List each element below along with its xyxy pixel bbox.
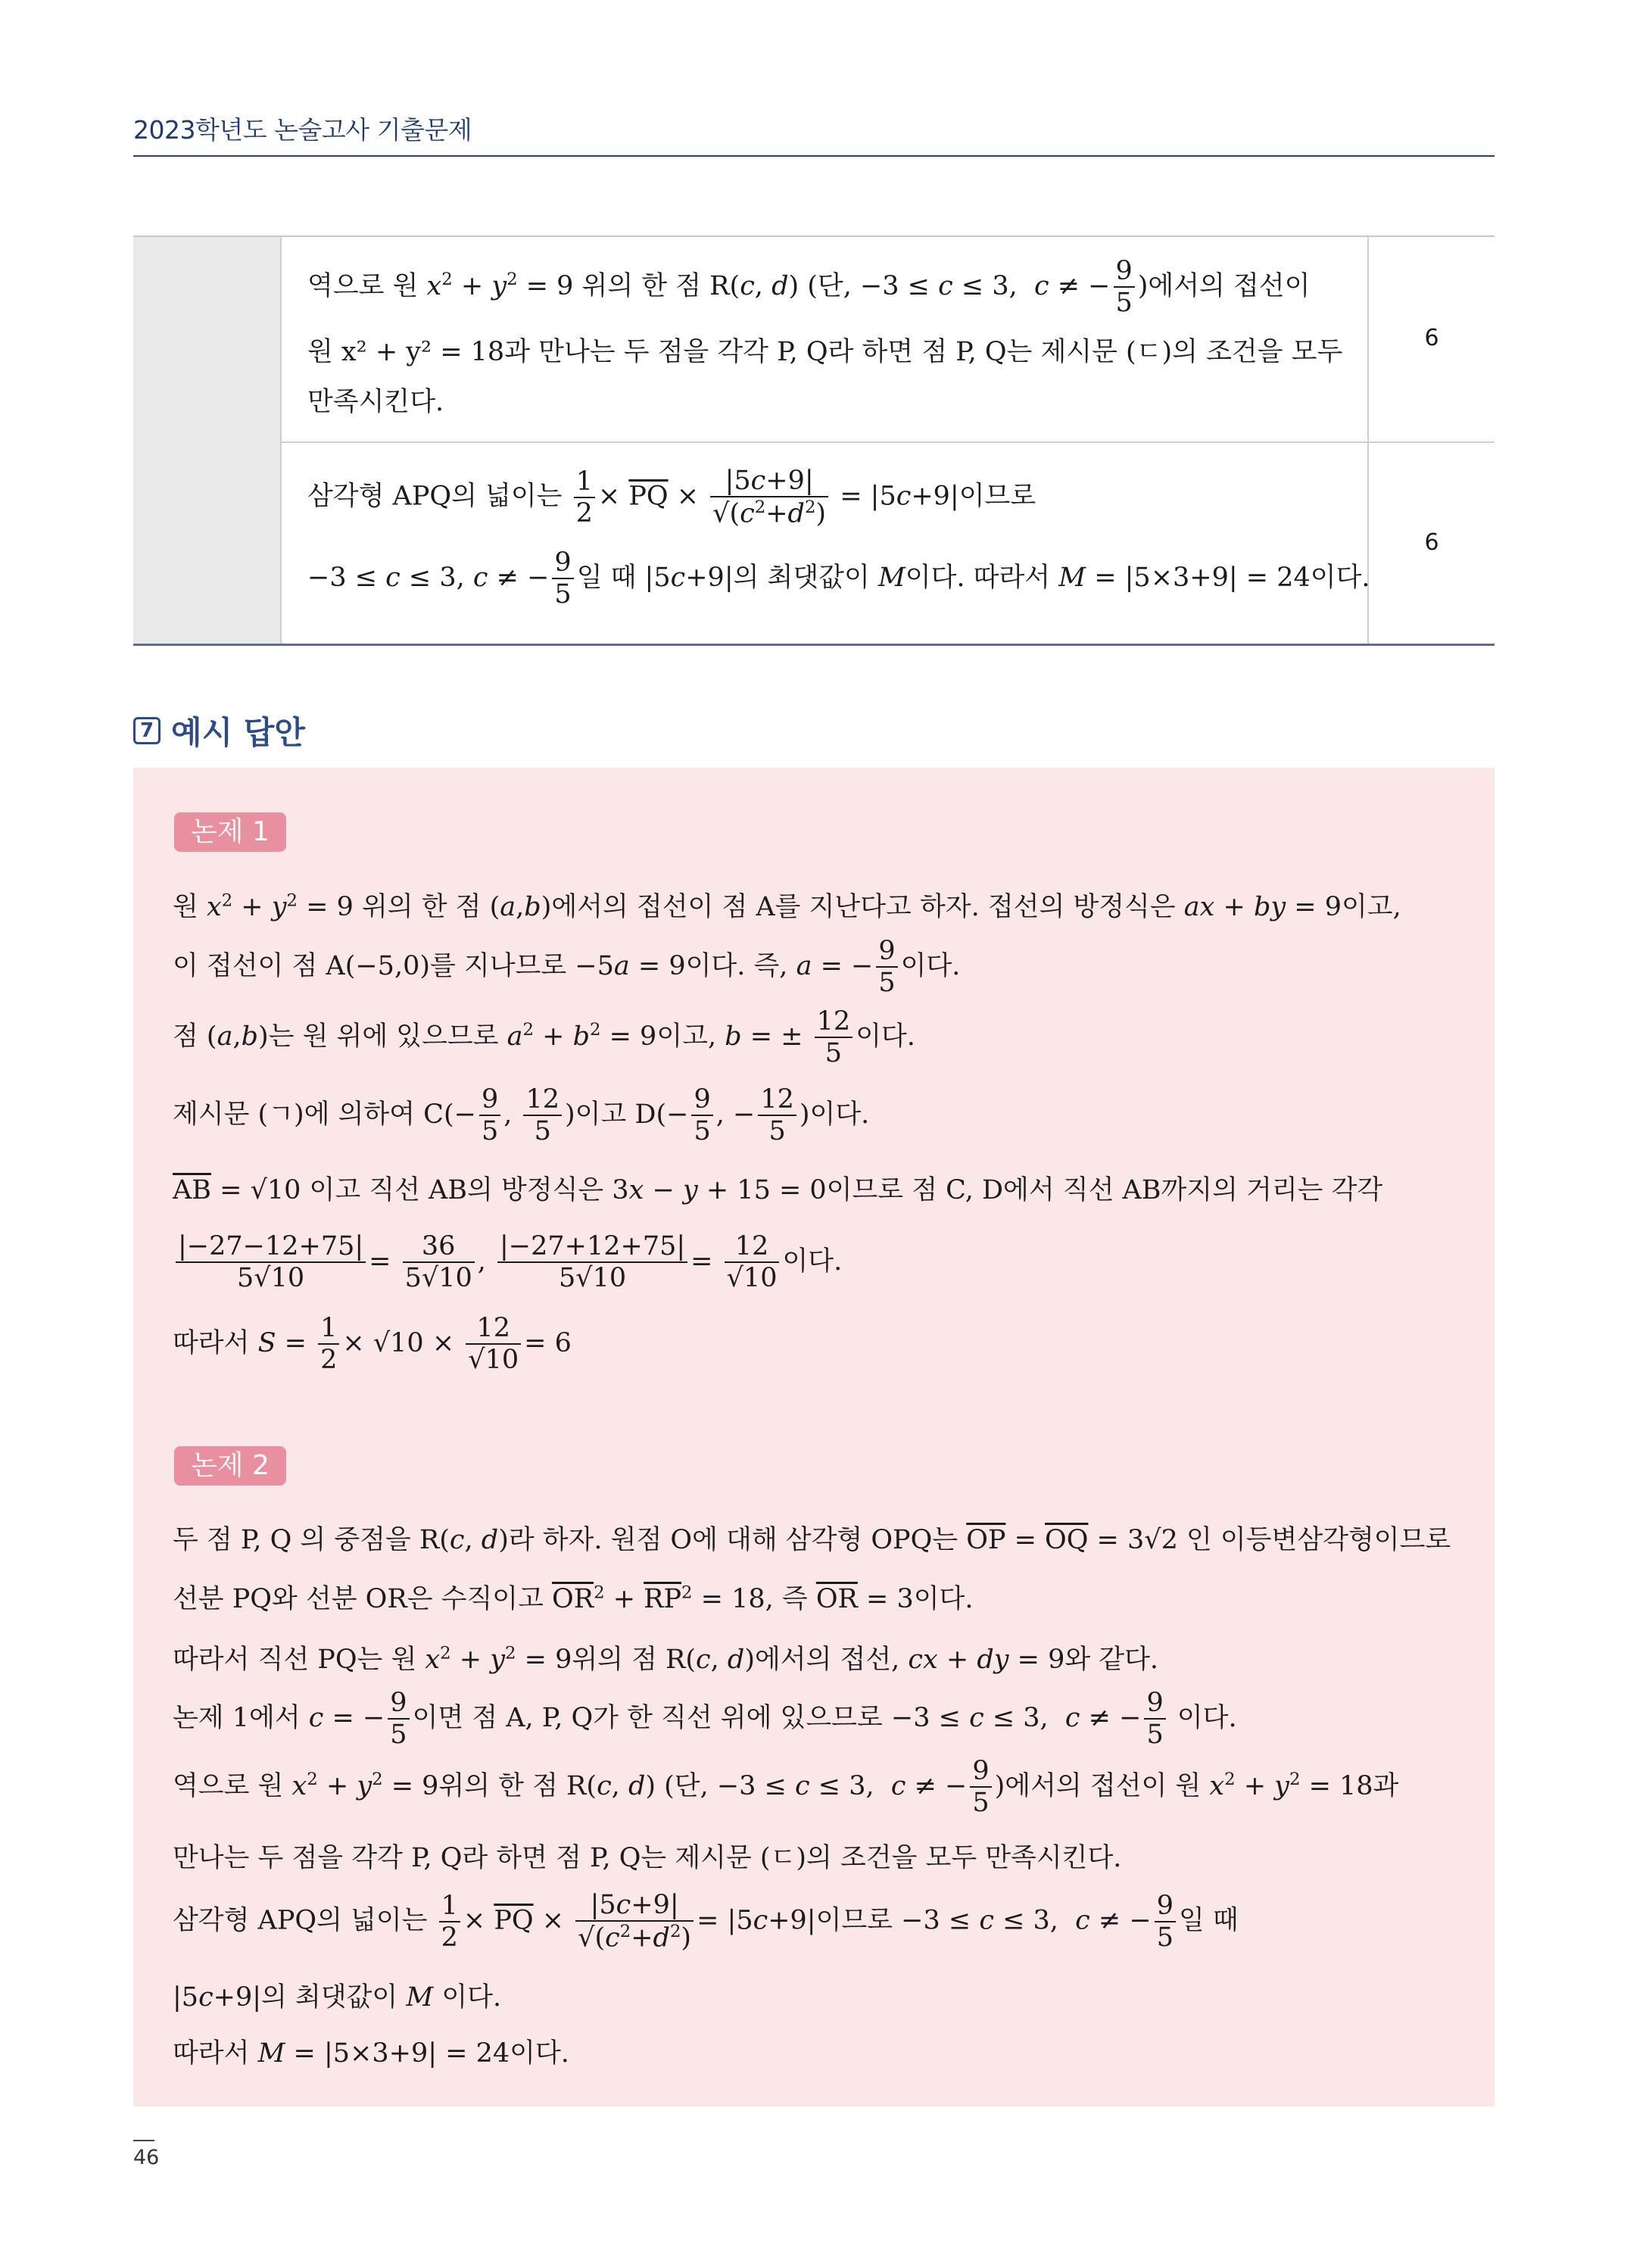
section-title: 예시 답안: [171, 714, 305, 751]
answer1-line6: $\frac{|-27-12+75|}{5√10}$ = $\frac{36}{5√10}$ , $\frac{|-27+12+75|}{5√10}$ = $\frac{12}{√10}$ 이다.: [173, 1231, 842, 1294]
answer2-line2: 선분 PQ와 선분 OR은 수직이고 $\overline{OR}^2 + \overline{RP}^2 = 18$, 즉 $\overline{OR} = 3$이다.: [173, 1582, 974, 1614]
table-row1-score: 6: [1424, 325, 1439, 351]
scoring-table: [133, 235, 1495, 646]
table-row1-line3: 만족시킨다.: [307, 387, 444, 417]
example-answer-box: [133, 768, 1495, 2106]
page-number: 46: [133, 2146, 160, 2169]
answer2-line6: 만나는 두 점을 각각 P, Q라 하면 점 P, Q는 제시문 (ㄷ)의 조건을 모두 만족시킨다.: [173, 1843, 1122, 1873]
answer2-line1: 두 점 P, Q 의 중점을 R(c, d)라 하자. 원점 O에 대해 삼각형 OPQ는 $\overline{OP} = \overline{OQ} = 3√2$ 인 이등변삼각형이므로: [173, 1525, 1451, 1555]
section-heading: [133, 708, 305, 753]
answer1-line1: 원 $x^2 + y^2 = 9$ 위의 한 점 (a,b)에서의 접선이 점 A를 지난다고 하자. 접선의 방정식은 ax + by = 9이고,: [173, 890, 1401, 922]
answer1-line3: 점 (a,b)는 원 위에 있으므로 $a^2 + b^2 = 9$이고, b = ± $\frac{12}{5}$ 이다.: [173, 1006, 915, 1069]
footer-rule: [133, 2140, 154, 2141]
answer2-line9: 따라서 M = |5×3+9| = 24이다.: [173, 2038, 569, 2069]
answer1-line2: 이 접선이 점 A(−5,0)를 지나므로 −5a = 9이다. 즉, a = − $\frac{9}{5}$ 이다.: [173, 936, 961, 999]
answer2-line3: 따라서 직선 PQ는 원 $x^2 + y^2 = 9$위의 점 R(c, d)에서의 접선, cx + dy = 9와 같다.: [173, 1643, 1159, 1675]
answer2-line8: |5c+9|의 최댓값이 M 이다.: [173, 1982, 502, 2013]
table-row2-line1: 삼각형 APQ의 넓이는 $\frac{1}{2}$ × $\overline{PQ}$ × $\frac{|5c+9|}{√(c^2+d^2)}$ = |5c+9|이므로: [307, 466, 1036, 529]
running-header: 2023학년도 논술고사 기출문제: [133, 115, 472, 145]
answer1-line4: 제시문 (ㄱ)에 의하여 C(− $\frac{9}{5}$ , $\frac{12}{5}$ )이고 D(− $\frac{9}{5}$ , − $\frac{12}{5}$ )이다.: [173, 1084, 870, 1147]
table-row1-line1: 역으로 원 $x^2 + y^2 = 9$ 위의 한 점 R(c, d) (단, −3 ≤ c ≤ 3, c ≠ − $\frac{9}{5}$ )에서의 접선이: [307, 256, 1311, 319]
answer1-line7: 따라서 S = $\frac{1}{2}$ × √10 × $\frac{12}{√10}$ = 6: [173, 1313, 572, 1376]
answer2-line7: 삼각형 APQ의 넓이는 $\frac{1}{2}$ × $\overline{PQ}$ × $\frac{|5c+9|}{√(c^2+d^2)}$ = |5c+9|이므로 −3 ≤ c ≤ 3, c ≠ − $\frac{9}{5}$ 일 때: [173, 1890, 1239, 1954]
answer1-line5: $\overline{AB} = √10$ 이고 직선 AB의 방정식은 3x − y + 15 = 0이므로 점 C, D에서 직선 AB까지의 거리는 각각: [173, 1175, 1383, 1205]
table-row2-line2: −3 ≤ c ≤ 3, c ≠ − $\frac{9}{5}$ 일 때 |5c+9|의 최댓값이 M이다. 따라서 M = |5×3+9| = 24이다.: [307, 547, 1370, 610]
table-row1-line2: 원 x² + y² = 18과 만나는 두 점을 각각 P, Q라 하면 점 P, Q는 제시문 (ㄷ)의 조건을 모두: [307, 337, 1343, 367]
table-row-divider: [282, 441, 1495, 443]
answer2-line5: 역으로 원 $x^2 + y^2 = 9$위의 한 점 R(c, d) (단, −3 ≤ c ≤ 3, c ≠ − $\frac{9}{5}$ )에서의 접선이 원 $x^2 + y^2 = 18$과: [173, 1756, 1399, 1819]
table-row2-score: 6: [1424, 529, 1439, 556]
header-rule: [133, 155, 1495, 157]
table-left-shaded-column: [133, 237, 282, 644]
answer1-badge: 논제 1: [174, 812, 286, 852]
section-number-icon: 7: [133, 717, 161, 744]
answer2-badge: 논제 2: [174, 1446, 286, 1486]
answer2-line4: 논제 1에서 c = − $\frac{9}{5}$ 이면 점 A, P, Q가 한 직선 위에 있으므로 −3 ≤ c ≤ 3, c ≠ − $\frac{9}{5}$ 이다.: [173, 1688, 1237, 1751]
